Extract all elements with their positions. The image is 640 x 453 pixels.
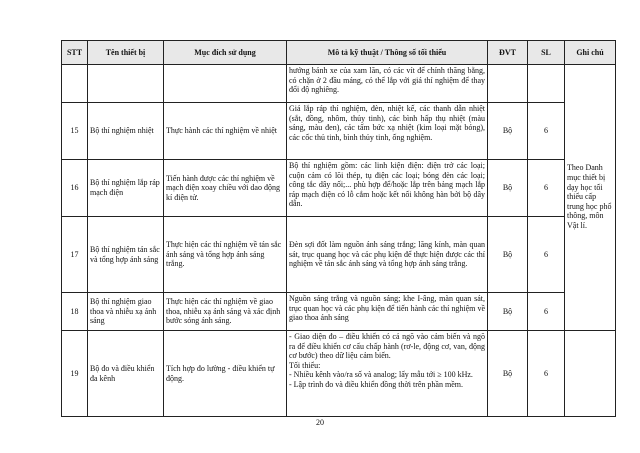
table-row — [62, 103, 616, 160]
cell-name: Bộ thí nghiệm giao thoa và nhiễu xạ ánh sáng — [88, 293, 164, 331]
header-stt: STT — [62, 41, 88, 65]
desc-line: - Nhiều kênh vào/ra số và analog; lấy mẫu tới ≥ 100 kHz. — [289, 370, 473, 380]
cell-unit — [488, 65, 528, 103]
cell-qty: 6 — [528, 331, 565, 417]
cell-name: Bộ đo và điều khiển đa kênh — [88, 331, 164, 417]
page-number: 20 — [316, 418, 324, 427]
cell-stt — [62, 65, 88, 103]
cell-name — [88, 65, 164, 103]
desc-line: - Lập trình đo và điều khiển đồng thời trên phần mềm. — [289, 379, 463, 389]
cell-desc: Bộ thí nghiệm gồm: các linh kiện điện: điện trở các loại; cuộn cảm có lõi thép, tụ điện các loại; bóng đèn các loại; công tắc dây nối;... phù hợp để/hoặc lắp trên bảng mạch lắp ráp mạch điện có lỗ cắm hoặc kết nối không hàn bởi bộ dây dẫn. — [287, 160, 488, 217]
note-text: Theo Danh mục thiết bị dạy học tối thiểu cấp trung học phổ thông, môn Vật lí. — [567, 163, 612, 230]
cell-stt: 17 — [62, 217, 88, 293]
cell-purpose: Tiến hành được các thí nghiệm về mạch điện xoay chiều với dao động kí điện tử. — [164, 160, 287, 217]
cell-desc — [287, 331, 488, 417]
header-device-name: Tên thiết bị — [88, 41, 164, 65]
cell-unit: Bộ — [488, 103, 528, 160]
cell-unit: Bộ — [488, 160, 528, 217]
cell-unit: Bộ — [488, 217, 528, 293]
header-unit: ĐVT — [488, 41, 528, 65]
cell-name: Bộ thí nghiệm nhiệt — [88, 103, 164, 160]
header-specs: Mô tả kỹ thuật / Thông số tối thiểu — [287, 41, 488, 65]
cell-note — [565, 331, 616, 417]
cell-desc: Nguồn sáng trắng và nguồn sáng; khe I-âng, màn quan sát, trục quan học và các phụ kiện để tiến hành các thí nghiệm về giao thoa ánh sáng — [287, 293, 488, 331]
equipment-table — [61, 40, 616, 417]
cell-desc: Đèn sợi đốt làm nguồn ánh sáng trắng; lăng kính, màn quan sát, trục quang học và các phụ kiện để thực hiện được các thí nghiệm về tán sắc ánh sáng và tổng hợp ánh sáng trắng. — [287, 217, 488, 293]
cell-name: Bộ thí nghiệm tán sắc và tổng hợp ánh sáng — [88, 217, 164, 293]
table-row-continuation — [62, 65, 616, 103]
cell-purpose: Thực hiện các thí nghiệm về tán sắc ánh sáng và tổng hợp ánh sáng trắng. — [164, 217, 287, 293]
header-quantity: SL — [528, 41, 565, 65]
desc-line: Tối thiểu: — [289, 360, 321, 370]
table-row — [62, 217, 616, 293]
cell-name: Bộ thí nghiệm lắp ráp mạch điện — [88, 160, 164, 217]
header-row — [62, 41, 616, 65]
cell-unit: Bộ — [488, 293, 528, 331]
cell-unit: Bộ — [488, 331, 528, 417]
cell-purpose: Thực hành các thí nghiệm về nhiệt — [164, 103, 287, 160]
cell-stt: 15 — [62, 103, 88, 160]
cell-stt: 16 — [62, 160, 88, 217]
header-purpose: Mục đích sử dụng — [164, 41, 287, 65]
cell-desc: hướng bánh xe của xam lăn, có các vít để chỉnh thăng bằng, có chặn ở 2 đầu máng, có thể lắp với giá thí nghiệm để thay đổi độ nghiêng. — [287, 65, 488, 103]
cell-desc: Giá lắp ráp thí nghiệm, đèn, nhiệt kế, các thanh dẫn nhiệt (sắt, đồng, nhôm, thủy tinh), các bình hấp thụ nhiệt (màu sáng, màu đen), các tấm bức xạ nhiệt (kim loại mặt bóng), các cốc thủ tinh, bình thủy tinh, ống nghiệm. — [287, 103, 488, 160]
cell-purpose — [164, 65, 287, 103]
cell-purpose: Tích hợp đo lường - điều khiển tự động. — [164, 331, 287, 417]
cell-stt: 18 — [62, 293, 88, 331]
table-row — [62, 293, 616, 331]
cell-qty: 6 — [528, 293, 565, 331]
table-row — [62, 331, 616, 417]
cell-qty: 6 — [528, 160, 565, 217]
cell-note — [565, 65, 616, 331]
cell-qty: 6 — [528, 217, 565, 293]
table-row — [62, 160, 616, 217]
cell-stt: 19 — [62, 331, 88, 417]
header-notes: Ghi chú — [565, 41, 616, 65]
cell-qty: 6 — [528, 103, 565, 160]
cell-purpose: Thực hiện các thí nghiệm về giao thoa, nhiễu xạ ánh sáng và xác định bước sóng ánh sáng. — [164, 293, 287, 331]
desc-line: - Giao diện đo – điều khiển có cả ngõ vào cảm biến và ngõ ra để điều khiển cơ cấu chấp hành (rơ-le, động cơ, van, động cơ bước) theo dữ liệu cảm biến. — [289, 332, 485, 361]
cell-qty — [528, 65, 565, 103]
